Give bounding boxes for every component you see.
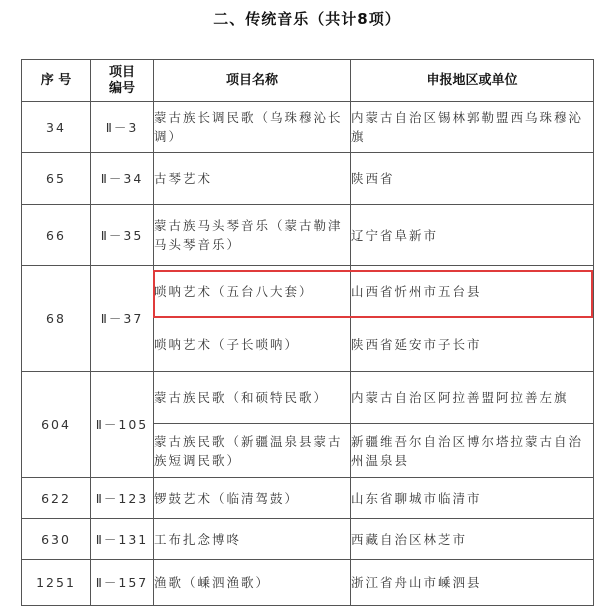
cell-region: 陕西省延安市子长市 <box>351 317 594 372</box>
cell-region: 西藏自治区林芝市 <box>351 519 594 560</box>
cell-code: Ⅱ－35 <box>91 205 154 266</box>
cell-code: Ⅱ－131 <box>91 519 154 560</box>
cell-name: 工布扎念博咚 <box>154 519 351 560</box>
table-row <box>22 205 594 266</box>
cell-seq: 34 <box>22 102 91 153</box>
cell-name: 唢呐艺术（子长唢呐） <box>154 317 351 372</box>
cell-name: 渔歌（嵊泗渔歌） <box>154 560 351 606</box>
header-code-line1: 项目 <box>108 64 135 80</box>
cell-name: 唢呐艺术（五台八大套） <box>154 266 351 317</box>
cell-name: 锣鼓艺术（临清驾鼓） <box>154 478 351 519</box>
header-region: 申报地区或单位 <box>351 60 594 102</box>
cell-seq: 622 <box>22 478 91 519</box>
page-title: 二、传统音乐（共计8项） <box>213 10 401 28</box>
table-row <box>22 478 594 519</box>
header-name: 项目名称 <box>154 60 351 102</box>
table-row <box>22 102 594 153</box>
cell-region: 山西省忻州市五台县 <box>351 266 594 317</box>
cell-seq: 1251 <box>22 560 91 606</box>
cell-region: 陕西省 <box>351 153 594 205</box>
cell-name: 蒙古族马头琴音乐（蒙古勒津马头琴音乐） <box>154 205 351 266</box>
cell-region: 内蒙古自治区锡林郭勒盟西乌珠穆沁旗 <box>351 102 594 153</box>
cell-code: Ⅱ－105 <box>91 372 154 478</box>
cell-seq: 630 <box>22 519 91 560</box>
header-seq: 序 号 <box>22 60 91 102</box>
table-row <box>22 266 594 317</box>
cell-seq: 66 <box>22 205 91 266</box>
cell-region: 山东省聊城市临清市 <box>351 478 594 519</box>
cell-code: Ⅱ－3 <box>91 102 154 153</box>
cell-name: 蒙古族民歌（新疆温泉县蒙古族短调民歌） <box>154 424 351 478</box>
cell-code: Ⅱ－34 <box>91 153 154 205</box>
cell-seq: 65 <box>22 153 91 205</box>
cell-code: Ⅱ－37 <box>91 266 154 372</box>
cell-code: Ⅱ－157 <box>91 560 154 606</box>
table-row <box>22 519 594 560</box>
cell-seq: 68 <box>22 266 91 372</box>
table-row <box>22 153 594 205</box>
cell-region: 新疆维吾尔自治区博尔塔拉蒙古自治州温泉县 <box>351 424 594 478</box>
cell-region: 辽宁省阜新市 <box>351 205 594 266</box>
cell-name: 蒙古族民歌（和硕特民歌） <box>154 372 351 424</box>
cell-code: Ⅱ－123 <box>91 478 154 519</box>
cell-name: 古琴艺术 <box>154 153 351 205</box>
cell-name: 蒙古族长调民歌（乌珠穆沁长调） <box>154 102 351 153</box>
cell-region: 内蒙古自治区阿拉善盟阿拉善左旗 <box>351 372 594 424</box>
header-code <box>91 60 154 102</box>
cell-region: 浙江省舟山市嵊泗县 <box>351 560 594 606</box>
header-row <box>22 60 594 102</box>
table-row <box>22 372 594 424</box>
table-row <box>22 560 594 606</box>
header-code-line2: 编号 <box>108 80 135 96</box>
cell-seq: 604 <box>22 372 91 478</box>
heritage-table <box>21 59 594 606</box>
